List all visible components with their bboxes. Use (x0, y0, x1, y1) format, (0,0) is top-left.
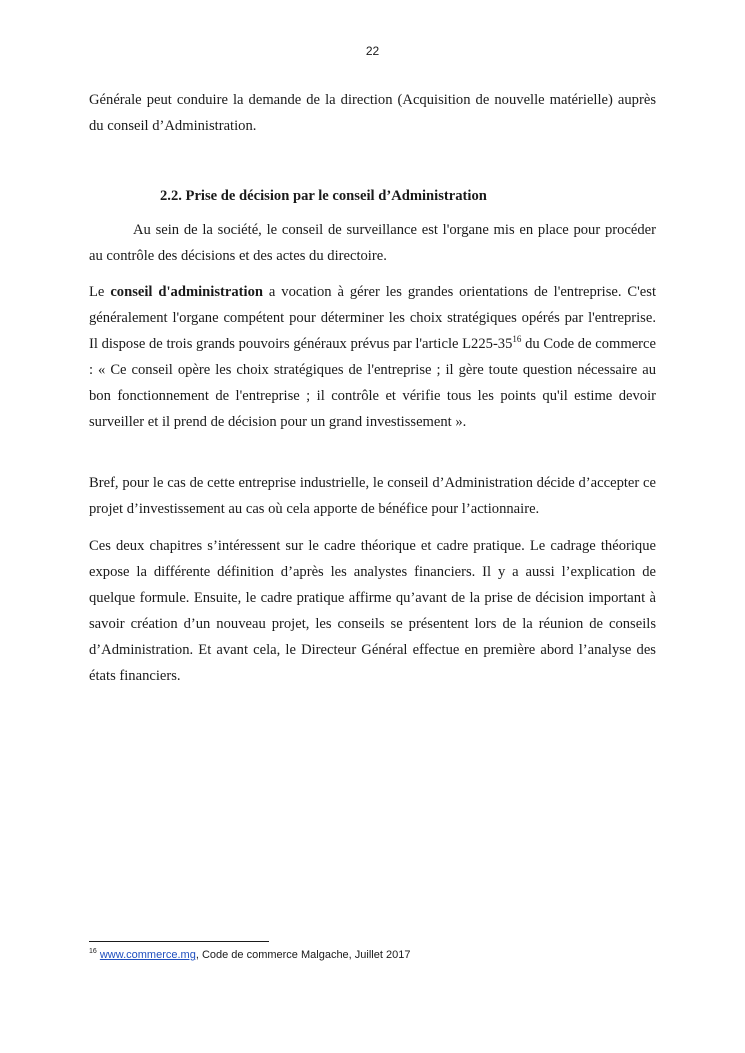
footnote-reference[interactable]: 16 (512, 334, 522, 344)
paragraph-prefix: Le (89, 284, 111, 300)
paragraph-bref: Bref, pour le cas de cette entreprise industrielle, le conseil d’Administration décide d’accepter ce projet d’investissement au cas où cela apporte de bénéfice pour l’actionnaire. (89, 475, 656, 517)
footnote-number: 16 (89, 948, 97, 955)
footnote-divider (89, 941, 269, 942)
footnote (89, 947, 410, 963)
paragraph-quote: du Code de commerce : « Ce conseil opère les choix stratégiques de l'entreprise ; il gère toute question nécessaire au bon fonctionnement de l'entreprise ; il contrôle et vérifie tous les points qu'il estime devoir surveiller et il prend de décision pour un grand investissement ». (89, 336, 656, 430)
section-heading: 2.2. Prise de décision par le conseil d’Administration (160, 188, 487, 204)
paragraph-chapitres: Ces deux chapitres s’intéressent sur le cadre théorique et cadre pratique. Le cadrage théorique expose la différente définition d’après les analystes financiers. Il y a aussi l’explication de quelque formule. Ensuite, le cadre pratique affirme qu’avant de la prise de décision important à savoir création d’un nouveau projet, les conseils se présentent lors de la réunion de conseils d’Administration. Et avant cela, le Directeur Général effectue en première abord l’analyse des états financiers. (89, 538, 656, 684)
intro-paragraph: Générale peut conduire la demande de la direction (Acquisition de nouvelle matérielle) auprès du conseil d’Administration. (89, 92, 656, 134)
bold-term: conseil d'administration (110, 284, 263, 300)
paragraph-main: a vocation à gérer les grandes orientations de l'entreprise. C'est généralement l'organe compétent pour déterminer les choix stratégiques opérés par l'entreprise. Il dispose de trois grands pouvoirs généraux prévus par l'article L225-35 (89, 284, 657, 352)
page-number: 22 (365, 44, 380, 58)
paragraph-conseil-administration (89, 279, 656, 435)
footnote-link[interactable]: www.commerce.mg (99, 949, 196, 961)
footnote-text: , Code de commerce Malgache, Juillet 2017 (195, 949, 411, 961)
paragraph-surveillance: Au sein de la société, le conseil de surveillance est l'organe mis en place pour procéder au contrôle des décisions et des actes du directoire. (89, 222, 656, 264)
